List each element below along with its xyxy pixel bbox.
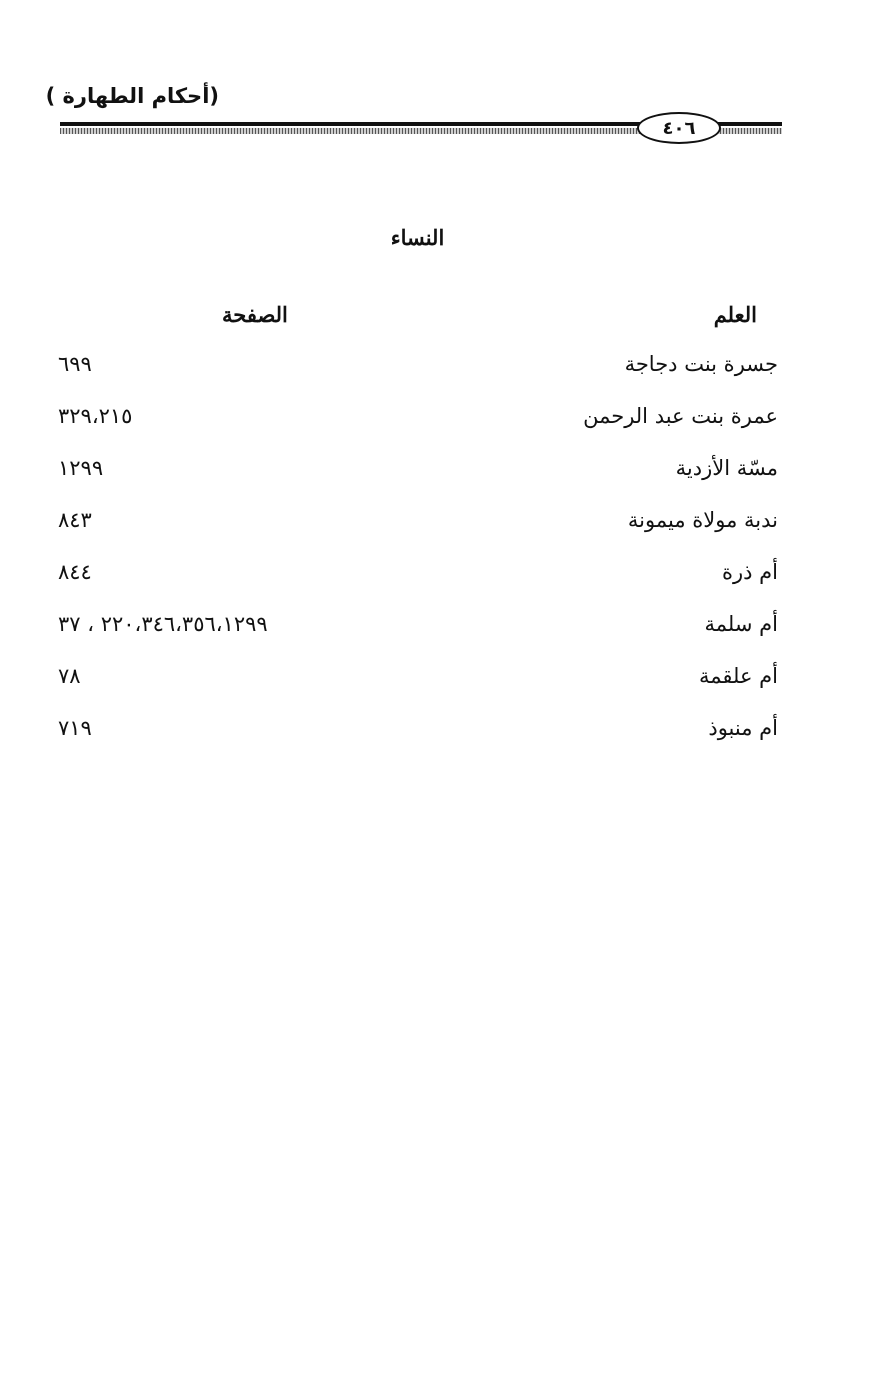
section-title: النساء [390, 225, 445, 250]
column-header-name: العلم [713, 302, 757, 327]
page-number: ٤٠٦ [637, 112, 721, 144]
index-row [58, 716, 778, 756]
index-pages: ٨٤٣ [58, 508, 92, 532]
column-header-page: الصفحة [222, 302, 288, 327]
index-name: أم علقمة [698, 664, 778, 688]
index-row [58, 664, 778, 704]
index-name: ندبة مولاة ميمونة [627, 508, 778, 532]
index-pages: ٦٩٩ [58, 352, 92, 376]
index-row [58, 404, 778, 444]
index-pages: ٣٢٩،٢١٥ [58, 404, 133, 428]
index-pages: ١٢٩٩ [58, 456, 104, 480]
index-row [58, 352, 778, 392]
index-name: أم ذرة [721, 560, 778, 584]
index-pages: ٧٨ [58, 664, 81, 688]
index-name: أم منبوذ [708, 716, 778, 740]
index-row [58, 560, 778, 600]
index-name: جسرة بنت دجاجة [624, 352, 778, 376]
index-name: مسّة الأزدية [675, 456, 778, 480]
index-row [58, 508, 778, 548]
index-pages: ٧١٩ [58, 716, 92, 740]
index-name: أم سلمة [704, 612, 778, 636]
index-row [58, 612, 778, 652]
index-pages: ٨٤٤ [58, 560, 92, 584]
index-pages: ٢٢٠،٣٤٦،٣٥٦،١٢٩٩ ، ٣٧ [58, 612, 268, 636]
index-name: عمرة بنت عبد الرحمن [583, 404, 778, 428]
index-row [58, 456, 778, 496]
book-title: (أحكام الطهارة ) [45, 84, 219, 108]
